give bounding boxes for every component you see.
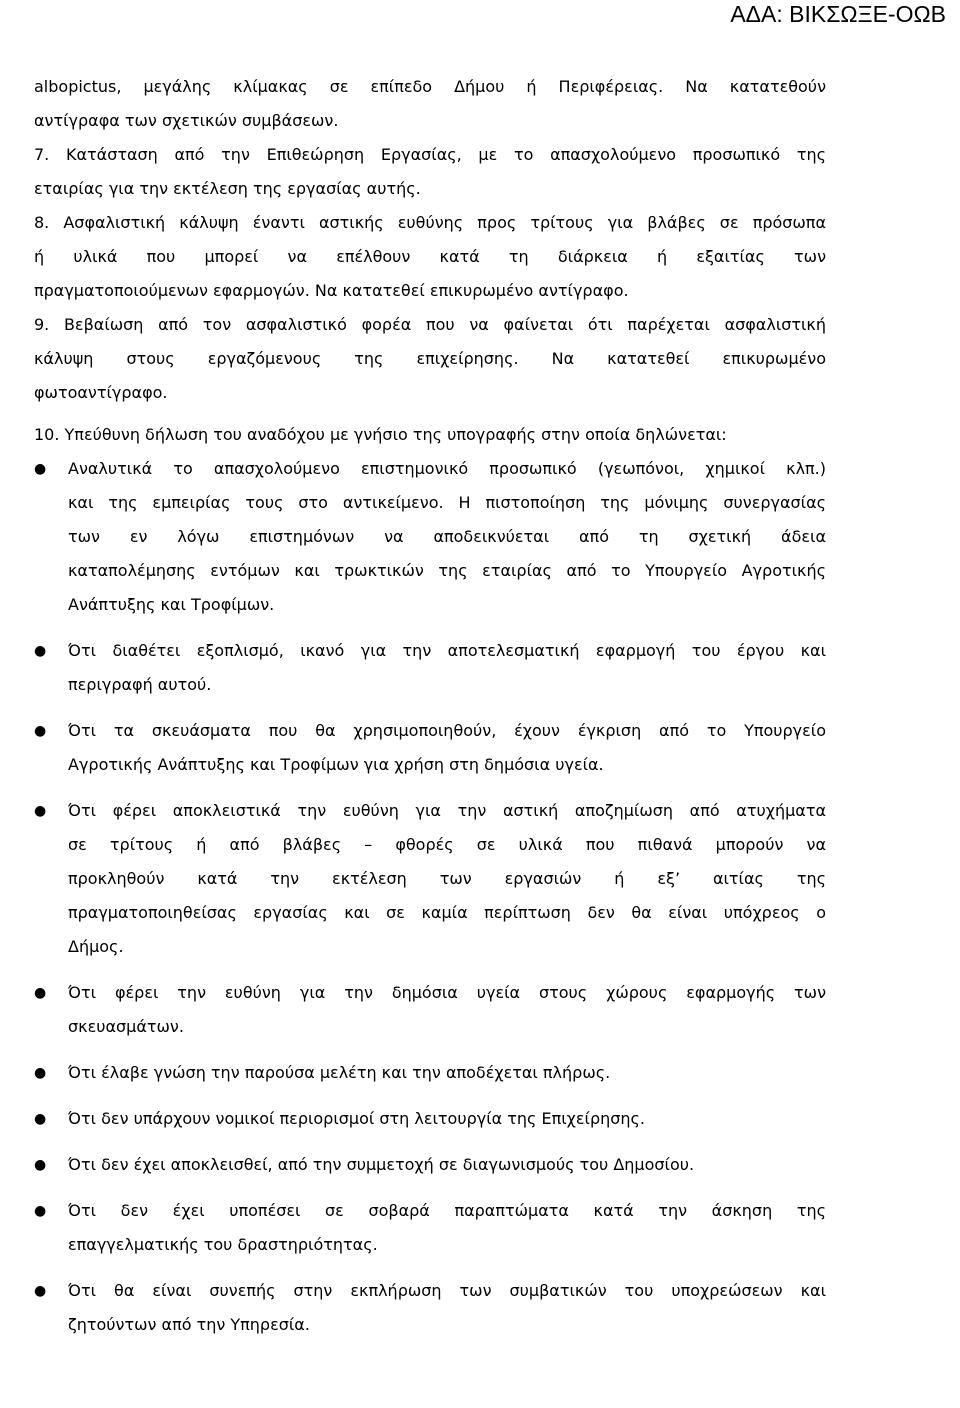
bullet-line: πραγματοποιηθείσας εργασίας και σε καμία περίπτωση δεν θα είναι υπόχρεος ο xyxy=(68,903,826,922)
item-line: εταιρίας για την εκτέλεση της εργασίας αυτής. xyxy=(34,179,421,198)
numbered-item xyxy=(34,308,826,410)
bullet-icon: ● xyxy=(34,1065,47,1081)
item-text: Υπεύθυνη δήλωση του αναδόχου με γνήσιο της υπογραφής στην οποία δηλώνεται: xyxy=(64,425,727,444)
bullet-line: Ότι τα σκευάσματα που θα χρησιμοποιηθούν, έχουν έγκριση από το Υπουργείο xyxy=(68,721,826,740)
bullet-icon: ● xyxy=(34,461,47,477)
bullet-icon: ● xyxy=(34,1157,47,1173)
bullet-item xyxy=(34,1274,826,1342)
bullet-item xyxy=(34,1102,826,1136)
bullet-line: Ότι δεν έχει αποκλεισθεί, από την συμμετοχή σε διαγωνισμούς του Δημοσίου. xyxy=(68,1155,695,1174)
bullet-line: Ανάπτυξης και Τροφίμων. xyxy=(68,595,275,614)
item-line xyxy=(34,206,826,240)
bullet-icon: ● xyxy=(34,1203,47,1219)
bullet-icon: ● xyxy=(34,1283,47,1299)
item-text: Βεβαίωση από τον ασφαλιστικό φορέα που να φαίνεται ότι παρέχεται ασφαλιστική xyxy=(63,315,826,334)
ada-code: ΑΔΑ: ΒΙΚΣΩΞΕ-ΟΩΒ xyxy=(730,1,946,27)
item-line: ή υλικά που μπορεί να επέλθουν κατά τη διάρκεια ή εξαιτίας των xyxy=(34,247,826,266)
bullet-line: σε τρίτους ή από βλάβες – φθορές σε υλικά που πιθανά μπορούν να xyxy=(68,835,826,854)
item-number: 9. xyxy=(34,315,64,334)
item-line: πραγματοποιούμενων εφαρμογών. Να κατατεθεί επικυρωμένο αντίγραφο. xyxy=(34,281,629,300)
bullet-line: Ότι έλαβε γνώση την παρούσα μελέτη και την αποδέχεται πλήρως. xyxy=(68,1063,611,1082)
item-line xyxy=(34,138,826,172)
bullet-item xyxy=(34,714,826,782)
item-number: 8. xyxy=(34,213,64,232)
item-line: φωτοαντίγραφο. xyxy=(34,383,168,402)
bullet-line: καταπολέμησης εντόμων και τρωκτικών της εταιρίας από το Υπουργείο Αγροτικής xyxy=(68,561,826,580)
bullet-item xyxy=(34,634,826,702)
item-line xyxy=(34,418,826,452)
bullet-line: Αγροτικής Ανάπτυξης και Τροφίμων για χρήση στη δημόσια υγεία. xyxy=(68,755,604,774)
item-line: κάλυψη στους εργαζόμενους της επιχείρησης. Να κατατεθεί επικυρωμένο xyxy=(34,349,826,368)
bullet-line: και της εμπειρίας τους στο αντικείμενο. Η πιστοποίηση της μόνιμης συνεργασίας xyxy=(68,493,826,512)
paragraph-line: αντίγραφα των σχετικών συμβάσεων. xyxy=(34,111,339,130)
bullet-line: ζητούντων από την Υπηρεσία. xyxy=(68,1315,310,1334)
bullet-item xyxy=(34,452,826,622)
numbered-item xyxy=(34,206,826,308)
bullet-line: Αναλυτικά το απασχολούμενο επιστημονικό προσωπικό (γεωπόνοι, χημικοί κλπ.) xyxy=(68,459,826,478)
bullet-line: Ότι δεν υπάρχουν νομικοί περιορισμοί στη λειτουργία της Επιχείρησης. xyxy=(68,1109,646,1128)
paragraph-line: albopictus, μεγάλης κλίμακας σε επίπεδο Δήμου ή Περιφέρειας. Να κατατεθούν xyxy=(34,77,826,96)
document-body xyxy=(34,70,826,1342)
item-number: 7. xyxy=(34,145,66,164)
bullet-icon: ● xyxy=(34,1111,47,1127)
bullet-line: προκληθούν κατά την εκτέλεση των εργασιών ή εξ’ αιτίας της xyxy=(68,869,826,888)
bullet-icon: ● xyxy=(34,803,47,819)
bullet-item xyxy=(34,1056,826,1090)
bullet-item xyxy=(34,1194,826,1262)
bullet-item xyxy=(34,1148,826,1182)
bullet-line: Ότι δεν έχει υποπέσει σε σοβαρά παραπτώματα κατά την άσκηση της xyxy=(68,1201,826,1220)
item-text: Ασφαλιστική κάλυψη έναντι αστικής ευθύνης προς τρίτους για βλάβες σε πρόσωπα xyxy=(63,213,826,232)
bullet-icon: ● xyxy=(34,643,47,659)
numbered-item xyxy=(34,138,826,206)
bullet-line: επαγγελματικής του δραστηριότητας. xyxy=(68,1235,378,1254)
bullet-line: Ότι φέρει αποκλειστικά την ευθύνη για την αστική αποζημίωση από ατυχήματα xyxy=(68,801,826,820)
item-text: Κατάσταση από την Επιθεώρηση Εργασίας, με το απασχολούμενο προσωπικό της xyxy=(65,145,826,164)
bullet-item xyxy=(34,976,826,1044)
bullet-line: Ότι θα είναι συνεπής στην εκπλήρωση των συμβατικών του υποχρεώσεων και xyxy=(68,1281,826,1300)
item-line xyxy=(34,308,826,342)
item-number: 10. xyxy=(34,425,65,444)
bullet-icon: ● xyxy=(34,985,47,1001)
bullet-line: σκευασμάτων. xyxy=(68,1017,184,1036)
bullet-line: Ότι διαθέτει εξοπλισμό, ικανό για την αποτελεσματική εφαρμογή του έργου και xyxy=(68,641,826,660)
bullet-line: Ότι φέρει την ευθύνη για την δημόσια υγεία στους χώρους εφαρμογής των xyxy=(68,983,826,1002)
bullet-icon: ● xyxy=(34,723,47,739)
numbered-item xyxy=(34,418,826,452)
bullet-item xyxy=(34,794,826,964)
bullet-line: των εν λόγω επιστημόνων να αποδεικνύεται από τη σχετική άδεια xyxy=(68,527,826,546)
bullet-line: περιγραφή αυτού. xyxy=(68,675,212,694)
bullet-line: Δήμος. xyxy=(68,937,124,956)
